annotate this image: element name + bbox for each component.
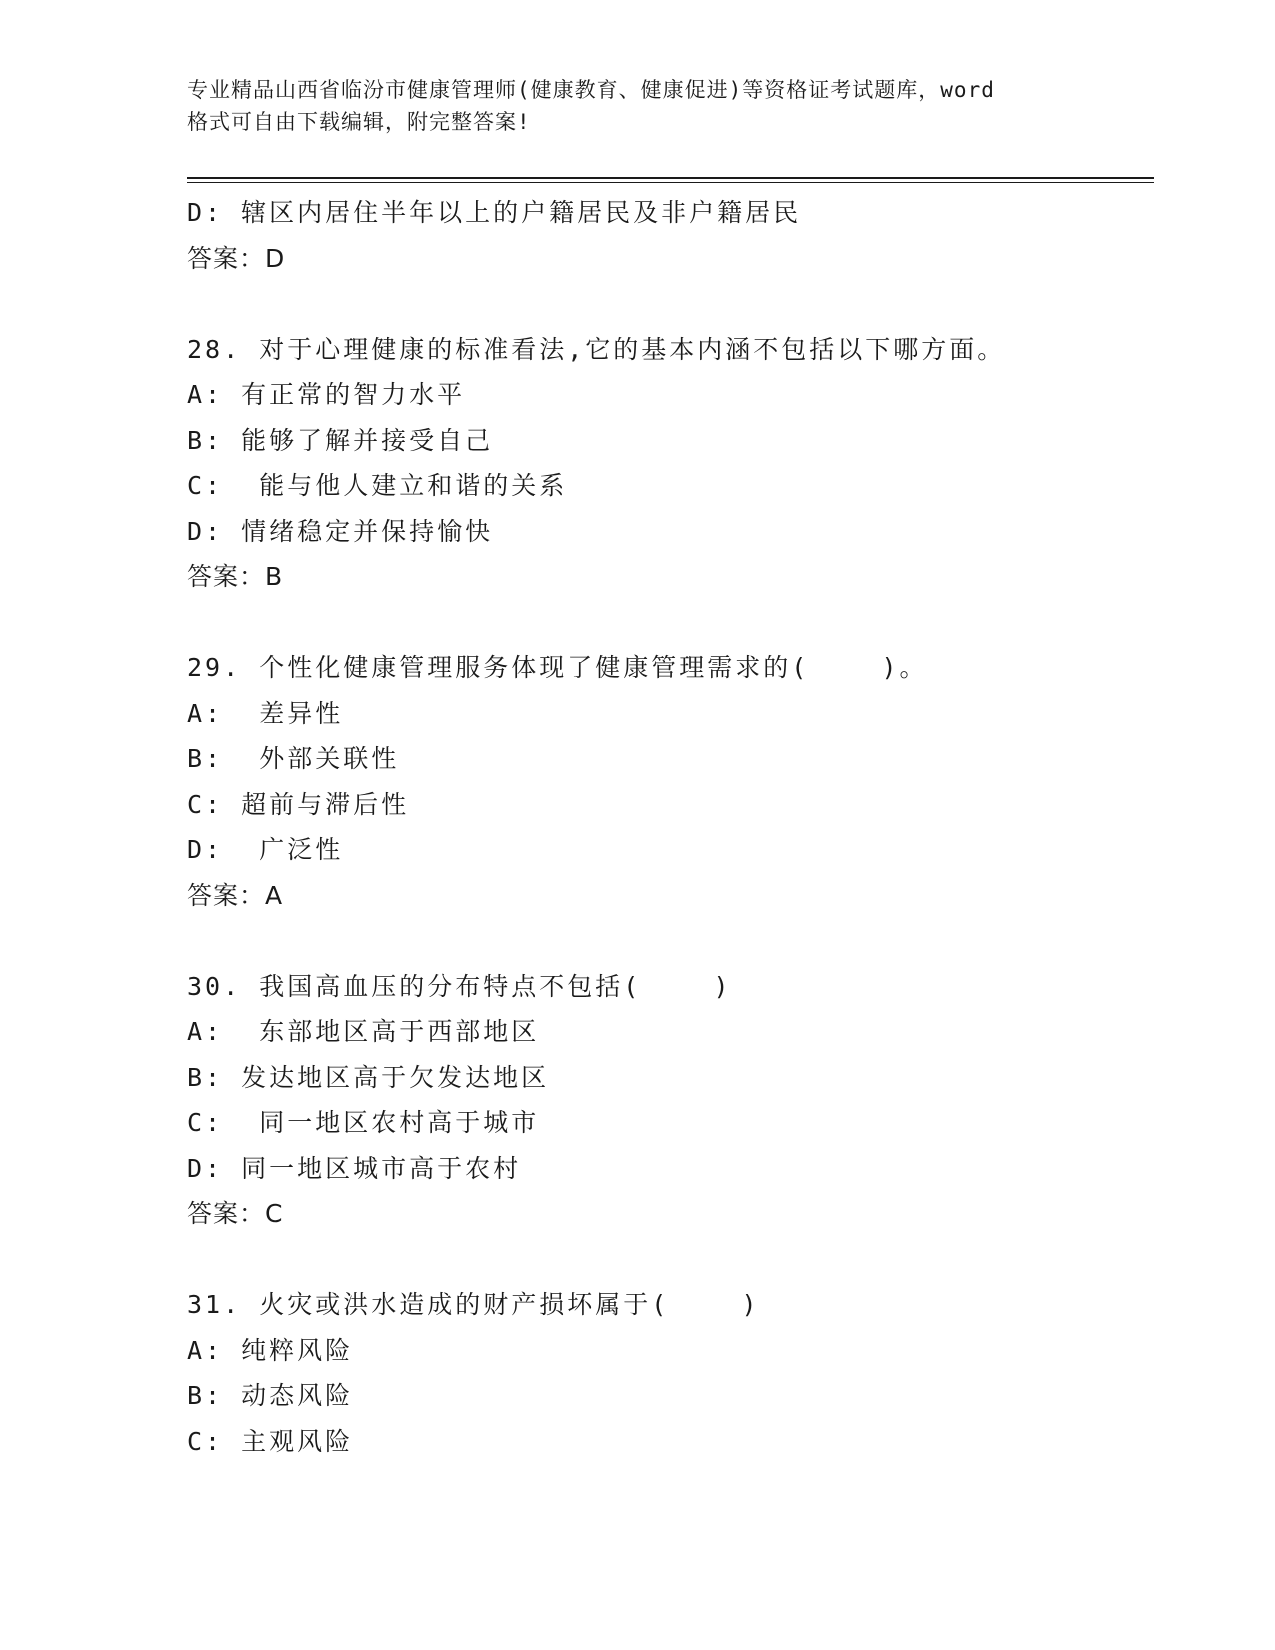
- question-29: [187, 645, 1147, 918]
- header-rule-thick: [187, 177, 1154, 179]
- question-list: [187, 190, 1147, 1464]
- option-c: C: 主观风险: [187, 1426, 354, 1456]
- question-28: [187, 327, 1147, 600]
- option-d: D: 同一地区城市高于农村: [187, 1153, 522, 1183]
- document-header: [187, 74, 1087, 138]
- answer-line: 答案：A: [187, 880, 284, 910]
- header-line-1: 专业精品山西省临汾市健康管理师(健康教育、健康促进)等资格证考试题库，word: [187, 78, 995, 102]
- question-stem: 29. 个性化健康管理服务体现了健康管理需求的( )。: [187, 653, 928, 682]
- block-spacer: [187, 918, 1147, 964]
- option-c: C: 能与他人建立和谐的关系: [187, 471, 568, 500]
- option-b: B: 发达地区高于欠发达地区: [187, 1062, 550, 1092]
- block-spacer: [187, 600, 1147, 646]
- block-spacer: [187, 281, 1147, 327]
- question-31: [187, 1282, 1147, 1464]
- option-b: B: 外部关联性: [187, 744, 400, 773]
- option-b: B: 动态风险: [187, 1381, 354, 1410]
- question-stem: 28. 对于心理健康的标准看法,它的基本内涵不包括以下哪方面。: [187, 334, 1006, 364]
- question-stem: 30. 我国高血压的分布特点不包括( ): [187, 971, 732, 1001]
- question-stem: 31. 火灾或洪水造成的财产损坏属于( ): [187, 1290, 760, 1319]
- answer-line: 答案：C: [187, 1199, 284, 1228]
- answer-line: 答案：D: [187, 243, 286, 273]
- option-b: B: 能够了解并接受自己: [187, 425, 494, 455]
- option-a: A: 东部地区高于西部地区: [187, 1017, 540, 1046]
- option-c: C: 超前与滞后性: [187, 789, 410, 819]
- option-a: A: 差异性: [187, 698, 344, 728]
- option-d: D: 广泛性: [187, 835, 344, 864]
- option-a: A: 纯粹风险: [187, 1335, 354, 1365]
- question-30: [187, 964, 1147, 1237]
- answer-line: 答案：B: [187, 562, 284, 591]
- header-rule-thin: [187, 182, 1154, 183]
- option-d: D: 辖区内居住半年以上的户籍居民及非户籍居民: [187, 198, 802, 227]
- header-line-2: 格式可自由下载编辑，附完整答案!: [187, 110, 531, 134]
- carryover-block: [187, 190, 1147, 281]
- option-a: A: 有正常的智力水平: [187, 380, 466, 409]
- block-spacer: [187, 1237, 1147, 1283]
- option-c: C: 同一地区农村高于城市: [187, 1108, 540, 1137]
- option-d: D: 情绪稳定并保持愉快: [187, 516, 494, 546]
